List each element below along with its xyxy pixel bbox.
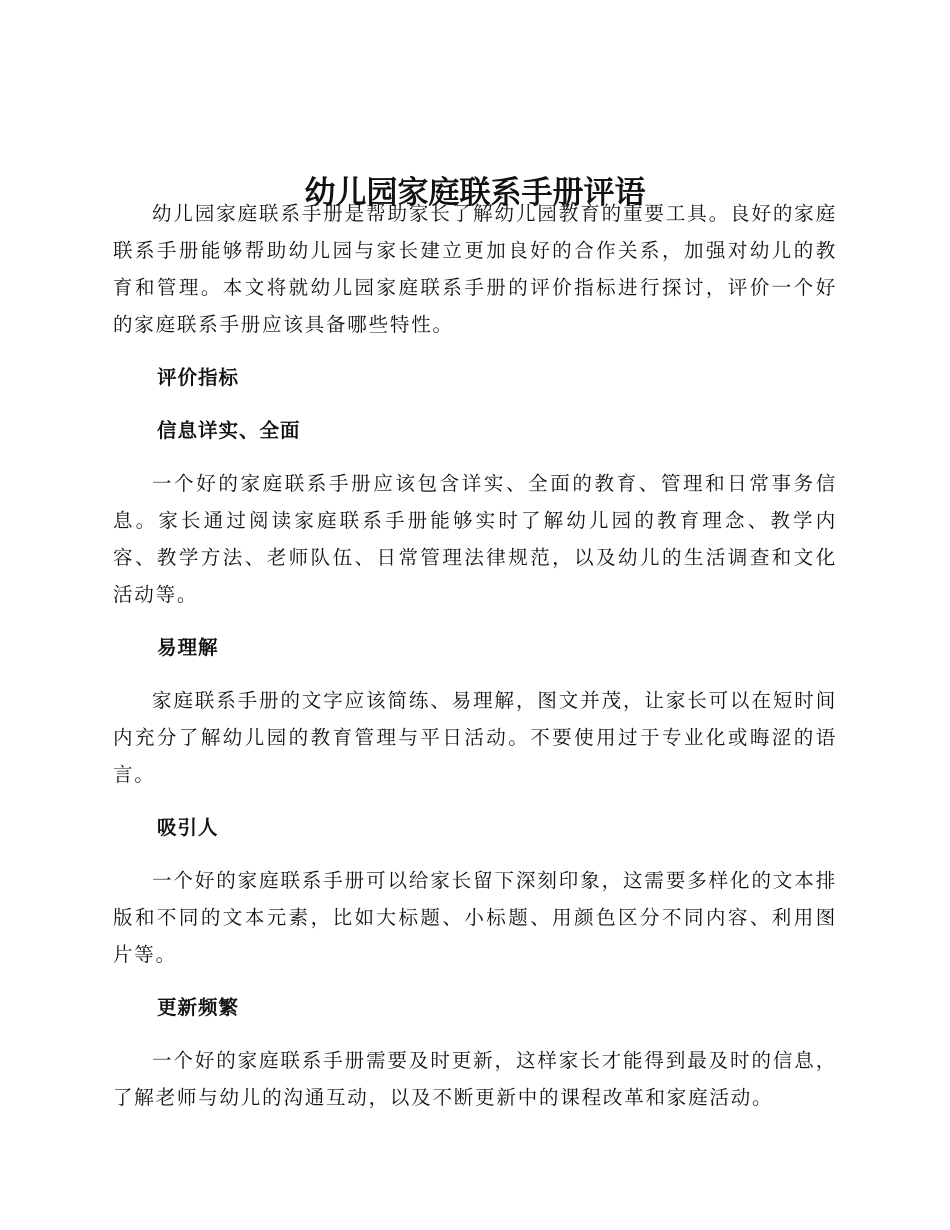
section-heading: 评价指标 xyxy=(157,366,240,389)
document-title: 幼儿园家庭联系手册评语 xyxy=(304,174,646,211)
document-body xyxy=(113,195,837,1116)
criterion-paragraph: 一个好的家庭联系手册可以给家长留下深刻印象，这需要多样化的文本排版和不同的文本元素，比如大标题、小标题、用颜色区分不同内容、利用图片等。 xyxy=(113,869,837,966)
criterion-paragraph: 一个好的家庭联系手册需要及时更新，这样家长才能得到最及时的信息，了解老师与幼儿的沟通互动，以及不断更新中的课程改革和家庭活动。 xyxy=(113,1049,837,1109)
criterion-paragraph: 一个好的家庭联系手册应该包含详实、全面的教育、管理和日常事务信息。家长通过阅读家庭联系手册能够实时了解幼儿园的教育理念、教学内容、教学方法、老师队伍、日常管理法律规范，以及幼儿的生活调查和文化活动等。 xyxy=(113,472,837,606)
criterion-heading: 信息详实、全面 xyxy=(157,419,301,442)
criterion-paragraph: 家庭联系手册的文字应该简练、易理解，图文并茂，让家长可以在短时间内充分了解幼儿园的教育管理与平日活动。不要使用过于专业化或晦涩的语言。 xyxy=(113,689,837,786)
criterion-heading: 易理解 xyxy=(157,636,219,659)
criterion-heading: 吸引人 xyxy=(157,816,219,839)
criterion-heading: 更新频繁 xyxy=(157,996,240,1019)
intro-paragraph: 幼儿园家庭联系手册是帮助家长了解幼儿园教育的重要工具。良好的家庭联系手册能够帮助幼儿园与家长建立更加良好的合作关系，加强对幼儿的教育和管理。本文将就幼儿园家庭联系手册的评价指标进行探讨，评价一个好的家庭联系手册应该具备哪些特性。 xyxy=(113,202,837,336)
